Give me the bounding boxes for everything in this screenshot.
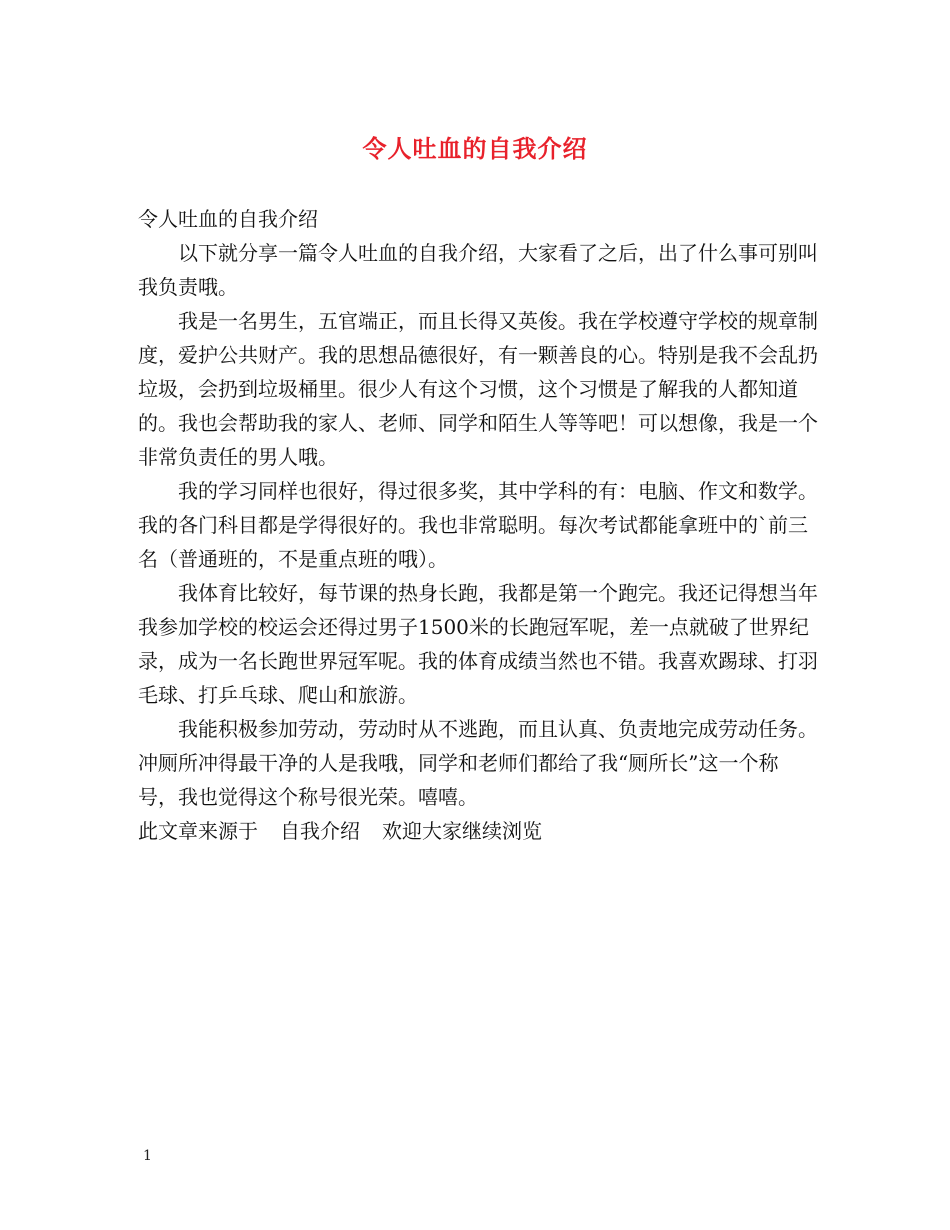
page-number: 1 xyxy=(143,1148,152,1164)
paragraph-labor: 我能积极参加劳动，劳动时从不逃跑，而且认真、负责地完成劳动任务。冲厕所冲得最干净的人是我哦，同学和老师们都给了我“厕所长”这一个称号，我也觉得这个称号很光荣。嘻嘻。 xyxy=(138,717,818,809)
document-title: 令人吐血的自我介绍 xyxy=(362,134,588,163)
body-subtitle: 令人吐血的自我介绍 xyxy=(138,207,318,231)
source-line xyxy=(138,814,818,848)
source-suffix: 欢迎大家继续浏览 xyxy=(382,819,542,843)
paragraph-study: 我的学习同样也很好，得过很多奖，其中学科的有：电脑、作文和数学。我的各门科目都是学得很好的。我也非常聪明。每次考试都能拿班中的`前三名（普通班的，不是重点班的哦）。 xyxy=(138,479,818,571)
document-body xyxy=(138,202,818,848)
source-prefix: 此文章来源于 xyxy=(138,819,258,843)
paragraph-sports: 我体育比较好，每节课的热身长跑，我都是第一个跑完。我还记得想当年我参加学校的校运会还得过男子1500米的长跑冠军呢，差一点就破了世界纪录，成为一名长跑世界冠军呢。我的体育成绩当然也不错。我喜欢踢球、打羽毛球、打乒乓球、爬山和旅游。 xyxy=(138,581,818,707)
source-link: 自我介绍 xyxy=(280,819,360,843)
paragraph-character: 我是一名男生，五官端正，而且长得又英俊。我在学校遵守学校的规章制度，爱护公共财产。我的思想品德很好，有一颗善良的心。特别是我不会乱扔垃圾，会扔到垃圾桶里。很少人有这个习惯，这个习惯是了解我的人都知道的。我也会帮助我的家人、老师、同学和陌生人等等吧！可以想像，我是一个非常负责任的男人哦。 xyxy=(138,309,818,469)
paragraph-intro: 以下就分享一篇令人吐血的自我介绍，大家看了之后，出了什么事可别叫我负责哦。 xyxy=(138,241,818,299)
